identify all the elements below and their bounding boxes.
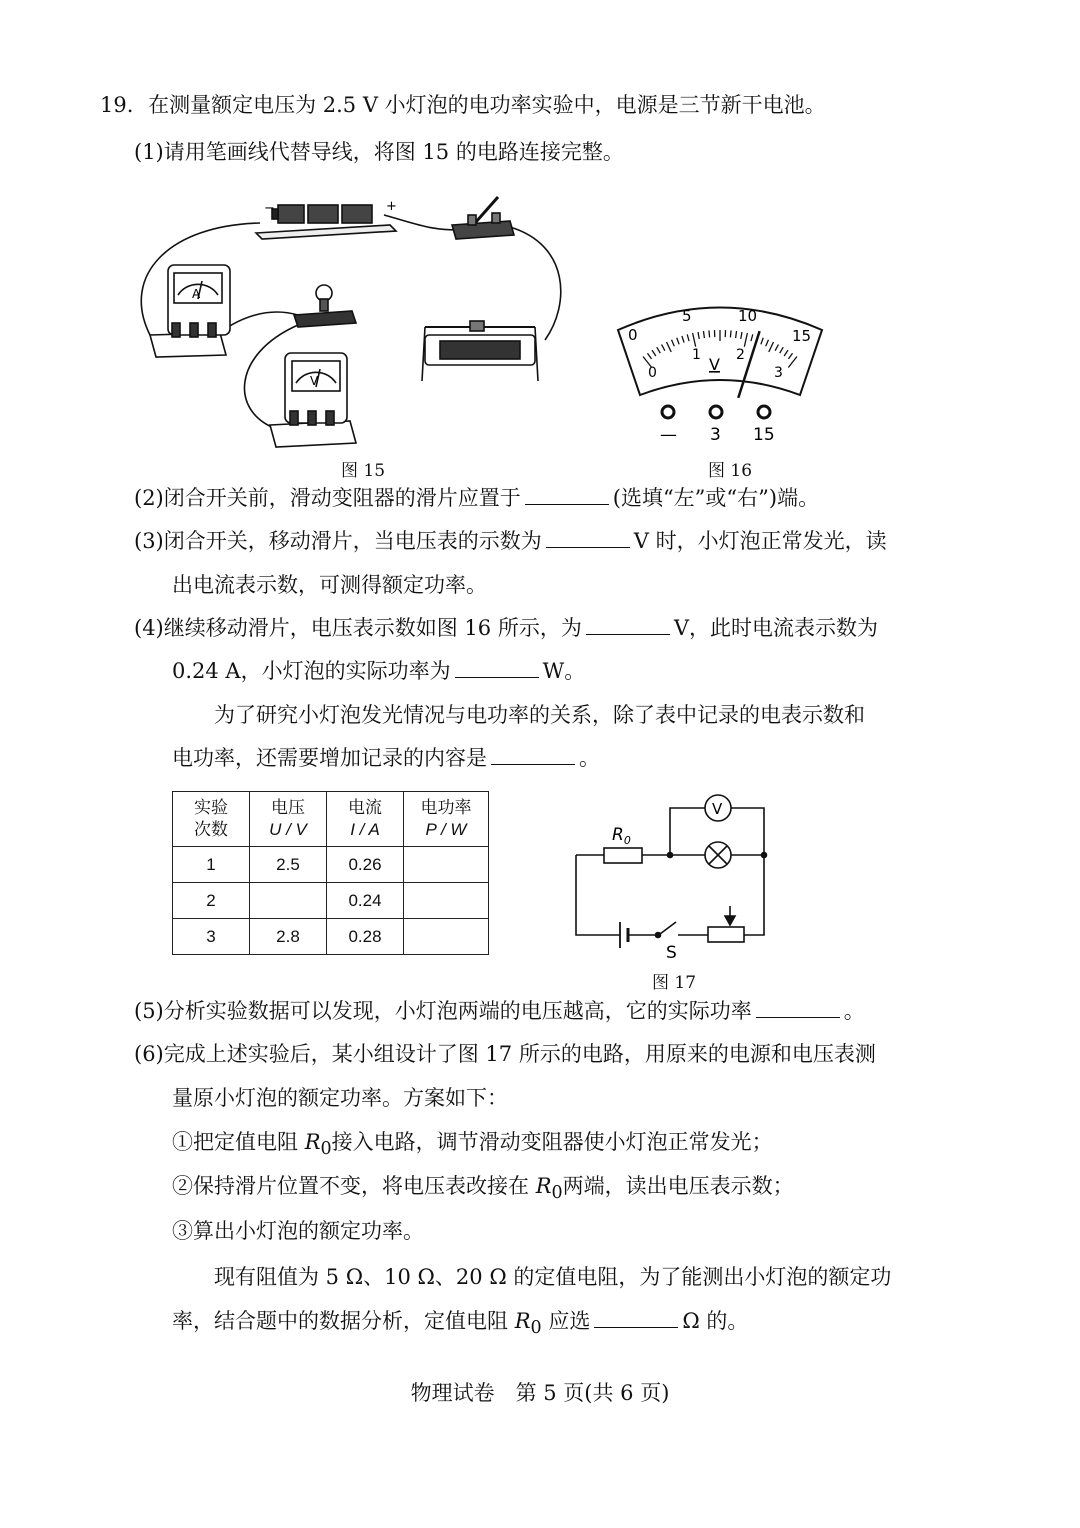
dial-unit: V <box>709 355 720 374</box>
figure-16-voltmeter-dial <box>610 295 830 455</box>
final-line-2: 率，结合题中的数据分析，定值电阻 $R_0$ 应选 Ω 的。 <box>172 1309 749 1339</box>
wire-battery-to-switch <box>384 215 460 230</box>
table-row: 2 0.24 <box>173 883 489 919</box>
part-1: (1)请用笔画线代替导线，将图 15 的电路连接完整。 <box>134 140 624 164</box>
part-5: (5)分析实验数据可以发现，小灯泡两端的电压越高，它的实际功率 。 <box>134 999 865 1023</box>
battery-plus-label: + <box>386 199 397 214</box>
figure-15-circuit-photo <box>130 185 570 455</box>
part-4-extra-1: 为了研究小灯泡发光情况与电功率的关系，除了表中记录的电表示数和 <box>214 703 865 727</box>
upper-scale-0: 0 <box>628 326 638 344</box>
answer-blank-4b[interactable] <box>455 657 539 678</box>
lower-scale-1: 1 <box>692 347 701 363</box>
part-4: (4)继续移动滑片，电压表示数如图 16 所示，为 V，此时电流表示数为 <box>134 616 878 640</box>
step-1: ①把定值电阻 $R_0$接入电路，调节滑动变阻器使小灯泡正常发光； <box>172 1130 773 1160</box>
answer-blank-5[interactable] <box>756 997 840 1018</box>
answer-blank-6[interactable] <box>594 1307 678 1328</box>
terminal-minus: — <box>660 425 677 445</box>
part-6-line-2: 量原小灯泡的额定功率。方案如下： <box>172 1086 508 1110</box>
final-line-1: 现有阻值为 5 Ω、10 Ω、20 Ω 的定值电阻，为了能测出小灯泡的额定功 <box>214 1265 892 1289</box>
wire-switch-to-rheostat <box>510 227 561 340</box>
answer-blank-2[interactable] <box>525 484 609 505</box>
ammeter-letter: A <box>192 287 201 301</box>
upper-scale-10: 10 <box>738 307 758 325</box>
part-2: (2)闭合开关前，滑动变阻器的滑片应置于 (选填“左”或“右”)端。 <box>134 486 820 510</box>
question-stem <box>100 91 826 119</box>
voltmeter-letter: V <box>310 374 319 388</box>
step-2: ②保持滑片位置不变，将电压表改接在 $R_0$两端，读出电压表示数； <box>172 1174 794 1204</box>
part-4-extra-2: 电功率，还需要增加记录的内容是 。 <box>172 746 600 770</box>
part-3: (3)闭合开关，移动滑片，当电压表的示数为 V 时，小灯泡正常发光，读 <box>134 529 887 553</box>
terminal-3: 3 <box>710 425 721 445</box>
question-stem-text: 在测量额定电压为 2.5 V 小灯泡的电功率实验中，电源是三节新干电池。 <box>148 93 826 117</box>
data-table <box>172 791 489 955</box>
page-footer: 物理试卷 第 5 页(共 6 页) <box>410 1381 670 1405</box>
header-trial: 实验 次数 <box>173 792 250 847</box>
fig17-voltmeter-letter: V <box>712 800 723 818</box>
dial-tick <box>703 331 704 338</box>
part-6-line-1: (6)完成上述实验后，某小组设计了图 17 所示的电路，用原来的电源和电压表测 <box>134 1042 876 1066</box>
lower-scale-3: 3 <box>774 365 783 381</box>
figure-17-caption: 图 17 <box>652 973 697 993</box>
table-row: 3 2.8 0.28 <box>173 919 489 955</box>
answer-blank-4c[interactable] <box>491 744 575 765</box>
question-number: 19. <box>100 93 134 117</box>
lower-scale-0: 0 <box>648 365 657 381</box>
battery-minus-label: − <box>264 201 275 216</box>
fig17-switch-label: S <box>666 943 677 963</box>
terminal-15: 15 <box>753 425 775 445</box>
table-header-row <box>173 792 489 847</box>
step-3: ③算出小灯泡的额定功率。 <box>172 1219 424 1243</box>
dial-tick <box>730 330 731 337</box>
figure-16-caption: 图 16 <box>708 461 753 481</box>
part-3-line-2: 出电流表示数，可测得额定功率。 <box>172 573 487 597</box>
lower-scale-2: 2 <box>736 347 745 363</box>
upper-scale-15: 15 <box>792 327 812 345</box>
header-power: 电功率 P / W <box>404 792 489 847</box>
figure-15-caption: 图 15 <box>341 461 386 481</box>
answer-blank-3[interactable] <box>546 527 630 548</box>
fig17-resistor-label: $R_0$ <box>612 825 631 847</box>
header-current: 电流 I / A <box>327 792 404 847</box>
header-voltage: 电压 U / V <box>250 792 327 847</box>
figure-17-circuit-diagram <box>570 790 780 970</box>
dial-tick <box>709 330 710 337</box>
answer-blank-4a[interactable] <box>586 614 670 635</box>
part-4-line-2: 0.24 A，小灯泡的实际功率为 W。 <box>172 659 586 683</box>
dial-tick <box>736 331 737 338</box>
upper-scale-5: 5 <box>682 307 692 325</box>
table-row: 1 2.5 0.26 <box>173 847 489 883</box>
